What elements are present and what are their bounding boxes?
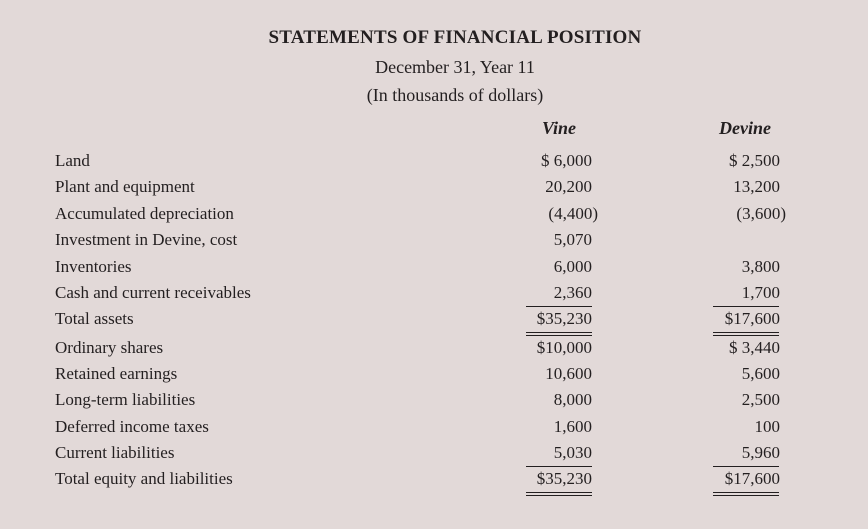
devine-value: (3,600) [736,204,786,223]
total-double-rule-vine [526,492,592,496]
total-double-rule-devine [713,332,779,336]
devine-value: $ 2,500 [729,151,780,170]
table-row-deferred-income-taxes [0,417,868,443]
row-label: Total equity and liabilities [55,469,233,488]
vine-value: 1,600 [553,417,592,436]
vine-value: 2,360 [553,283,592,302]
row-label: Accumulated depreciation [55,204,234,223]
column-header-devine: Devine [719,118,771,138]
table-row-investment-in-devine [0,230,868,256]
devine-value: 3,800 [741,257,780,276]
row-label: Long-term liabilities [55,390,196,409]
subtotal-rule-devine [713,306,779,307]
statement-date: December 31, Year 11 [375,57,535,77]
statement-units: (In thousands of dollars) [366,85,544,105]
vine-value: $35,230 [536,469,592,488]
vine-value: $ 6,000 [541,151,592,170]
vine-value: $10,000 [536,338,592,357]
row-label: Land [55,151,90,170]
row-label: Cash and current receivables [55,283,251,302]
devine-value: 2,500 [741,390,780,409]
table-row-inventories [0,257,868,283]
vine-value: 20,200 [545,177,592,196]
row-label: Total assets [55,309,134,328]
subtotal-rule-vine [526,466,592,467]
devine-value: $17,600 [724,469,780,488]
vine-value: 5,070 [553,230,592,249]
table-row-retained-earnings [0,364,868,390]
devine-value: 100 [754,417,780,436]
row-label: Deferred income taxes [55,417,209,436]
table-row-accumulated-depreciation [0,204,868,230]
devine-value: $17,600 [724,309,780,328]
vine-value: 8,000 [553,390,592,409]
column-header-vine: Vine [542,118,577,138]
vine-value: (4,400) [548,204,598,223]
devine-value: $ 3,440 [729,338,780,357]
devine-value: 5,600 [741,364,780,383]
vine-value: 5,030 [553,443,592,462]
devine-value: 5,960 [741,443,780,462]
total-double-rule-devine [713,492,779,496]
devine-value: 13,200 [733,177,780,196]
table-row-land [0,151,868,177]
row-label: Investment in Devine, cost [55,230,238,249]
table-row-long-term-liabilities [0,390,868,416]
vine-value: $35,230 [536,309,592,328]
row-label: Retained earnings [55,364,178,383]
row-label: Inventories [55,257,132,276]
row-label: Current liabilities [55,443,175,462]
table-row-plant-equipment [0,177,868,203]
statement-title: STATEMENTS OF FINANCIAL POSITION [268,27,642,48]
row-label: Plant and equipment [55,177,195,196]
vine-value: 6,000 [553,257,592,276]
total-double-rule-vine [526,332,592,336]
subtotal-rule-devine [713,466,779,467]
devine-value: 1,700 [741,283,780,302]
subtotal-rule-vine [526,306,592,307]
row-label: Ordinary shares [55,338,164,357]
vine-value: 10,600 [545,364,592,383]
table-row-ordinary-shares [0,338,868,364]
